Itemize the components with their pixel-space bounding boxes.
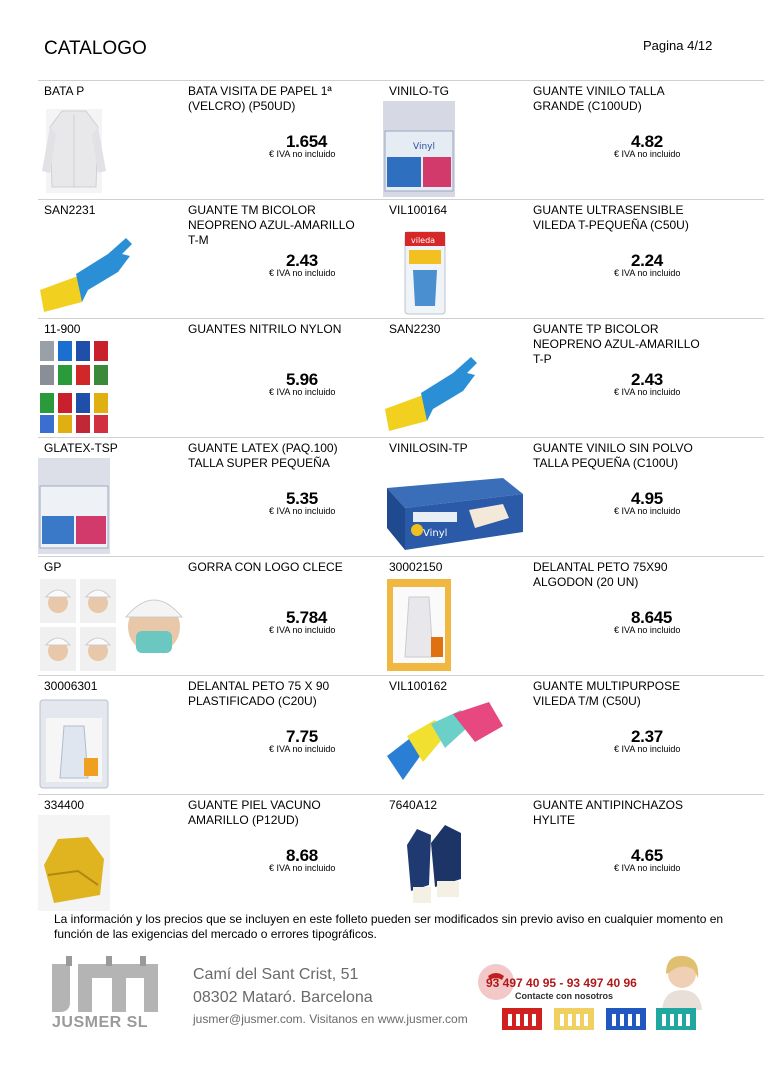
product-price: 4.82	[631, 132, 663, 151]
tax-note: € IVA no incluido	[614, 387, 681, 397]
product-code: SAN2230	[389, 322, 441, 336]
product-description: BATA VISITA DE PAPEL 1ª (VELCRO) (P50UD)	[188, 84, 332, 113]
plastic-apron-image	[38, 696, 110, 792]
product-item	[38, 795, 383, 913]
product-description: DELANTAL PETO 75X90 ALGODON (20 UN)	[533, 560, 668, 589]
product-item	[383, 795, 728, 913]
catalog-grid	[38, 80, 764, 913]
operator-photo-icon	[652, 950, 712, 1015]
product-item	[38, 319, 383, 437]
svg-text:Vinyl: Vinyl	[423, 528, 448, 539]
product-price: 8.68	[286, 846, 318, 865]
product-item	[38, 557, 383, 675]
product-price: 4.65	[631, 846, 663, 865]
product-item	[38, 200, 383, 318]
product-code: GP	[44, 560, 62, 574]
product-item	[38, 438, 383, 556]
product-price: 4.95	[631, 489, 663, 508]
page-title: CATALOGO	[44, 38, 147, 59]
page-number: Pagina 4/12	[643, 38, 713, 53]
product-price: 7.75	[286, 727, 318, 746]
product-description: GUANTE ULTRASENSIBLE VILEDA T-PEQUEÑA (C50U)	[533, 203, 689, 232]
product-description: GUANTE TP BICOLOR NEOPRENO AZUL-AMARILLO T-P	[533, 322, 700, 366]
product-description: GUANTE VINILO TALLA GRANDE (C100UD)	[533, 84, 664, 113]
product-code: GLATEX-TSP	[44, 441, 118, 455]
tax-note: € IVA no incluido	[269, 387, 336, 397]
product-price: 2.24	[631, 251, 663, 270]
disclaimer-text: La información y los precios que se incluyen en este folleto pueden ser modificados sin previo aviso en cualquier momento en función de las exigencias del mercado o errores tipográficos.	[54, 912, 724, 941]
mini-logo-teal-icon	[656, 1008, 696, 1030]
footer	[0, 944, 764, 1080]
company-name: JUSMER SL	[52, 1014, 149, 1031]
tax-note: € IVA no incluido	[269, 744, 336, 754]
product-description: GORRA CON LOGO CLECE	[188, 560, 343, 574]
product-description: GUANTE MULTIPURPOSE VILEDA T/M (C50U)	[533, 679, 681, 708]
product-price: 5.96	[286, 370, 318, 389]
tax-note: € IVA no incluido	[269, 863, 336, 873]
nitrile-gloves-image	[38, 339, 114, 435]
bicolor-glove-image	[383, 339, 483, 435]
tax-note: € IVA no incluido	[614, 268, 681, 278]
address-line-2: 08302 Mataró. Barcelona	[193, 989, 373, 1006]
tax-note: € IVA no incluido	[614, 744, 681, 754]
contact-info: jusmer@jusmer.com. Visitanos en www.jusmer.com	[193, 1012, 468, 1026]
leather-gloves-image	[38, 815, 110, 911]
bicolor-glove-image	[38, 220, 138, 316]
product-price: 2.43	[631, 370, 663, 389]
paper-coat-image	[38, 101, 110, 197]
product-description: GUANTE ANTIPINCHAZOS HYLITE	[533, 798, 684, 827]
catalog-row	[38, 318, 764, 437]
product-code: VINILO-TG	[389, 84, 450, 98]
product-description: GUANTE TM BICOLOR NEOPRENO AZUL-AMARILLO T-M	[188, 203, 355, 247]
vileda-glove-pack-image	[383, 220, 455, 316]
product-item	[383, 81, 728, 199]
multipurpose-gloves-image	[383, 696, 511, 792]
address-line-1: Camí del Sant Crist, 51	[193, 966, 359, 983]
phone-numbers: 93 497 40 95 - 93 497 40 96	[486, 976, 637, 990]
product-item	[383, 676, 728, 794]
product-price: 8.645	[631, 608, 673, 627]
product-code: VIL100164	[389, 203, 448, 217]
product-code: VINILOSIN-TP	[389, 441, 468, 455]
tax-note: € IVA no incluido	[269, 268, 336, 278]
catalog-row	[38, 80, 764, 199]
product-item	[38, 81, 383, 199]
product-description: GUANTES NITRILO NYLON	[188, 322, 342, 336]
tax-note: € IVA no incluido	[614, 149, 681, 159]
catalog-row	[38, 675, 764, 794]
tax-note: € IVA no incluido	[614, 863, 681, 873]
product-price: 2.37	[631, 727, 663, 746]
antipuncture-gloves-image	[401, 815, 473, 911]
product-price: 5.784	[286, 608, 328, 627]
product-code: 7640A12	[389, 798, 438, 812]
product-code: SAN2231	[44, 203, 96, 217]
product-code: 11-900	[44, 322, 81, 336]
vinyl-powder-free-box-image	[383, 458, 525, 554]
mini-logo-yellow-icon	[554, 1008, 594, 1030]
product-price: 2.43	[286, 251, 318, 270]
product-code: BATA P	[44, 84, 85, 98]
catalog-row	[38, 199, 764, 318]
product-price: 1.654	[286, 132, 328, 151]
latex-glove-box-image	[38, 458, 110, 554]
product-item	[383, 557, 728, 675]
tax-note: € IVA no incluido	[269, 149, 336, 159]
tax-note: € IVA no incluido	[614, 625, 681, 635]
contact-callout: Contacte con nosotros	[515, 991, 614, 1001]
product-description: GUANTE PIEL VACUNO AMARILLO (P12UD)	[188, 798, 321, 827]
tax-note: € IVA no incluido	[614, 506, 681, 516]
mini-logo-red-icon	[502, 1008, 542, 1030]
vinyl-glove-box-image	[383, 101, 455, 197]
product-description: GUANTE LATEX (PAQ.100) TALLA SUPER PEQUEÑA	[188, 441, 338, 470]
product-code: 30002150	[389, 560, 443, 574]
product-code: VIL100162	[389, 679, 448, 693]
svg-text:Vinyl: Vinyl	[413, 142, 435, 152]
product-code: 334400	[44, 798, 85, 812]
mini-logo-blue-icon	[606, 1008, 646, 1030]
caps-and-mask-image	[38, 577, 184, 673]
product-code: 30006301	[44, 679, 98, 693]
catalog-row	[38, 794, 764, 913]
product-description: GUANTE VINILO SIN POLVO TALLA PEQUEÑA (C100U)	[533, 441, 693, 470]
cotton-apron-image	[383, 577, 455, 673]
product-item	[383, 319, 728, 437]
product-item	[38, 676, 383, 794]
product-item	[383, 200, 728, 318]
product-price: 5.35	[286, 489, 318, 508]
tax-note: € IVA no incluido	[269, 625, 336, 635]
catalog-row	[38, 556, 764, 675]
catalog-row	[38, 437, 764, 556]
svg-text:vileda: vileda	[411, 236, 436, 245]
product-item	[383, 438, 728, 556]
product-description: DELANTAL PETO 75 X 90 PLASTIFICADO (C20U)	[188, 679, 330, 708]
tax-note: € IVA no incluido	[269, 506, 336, 516]
